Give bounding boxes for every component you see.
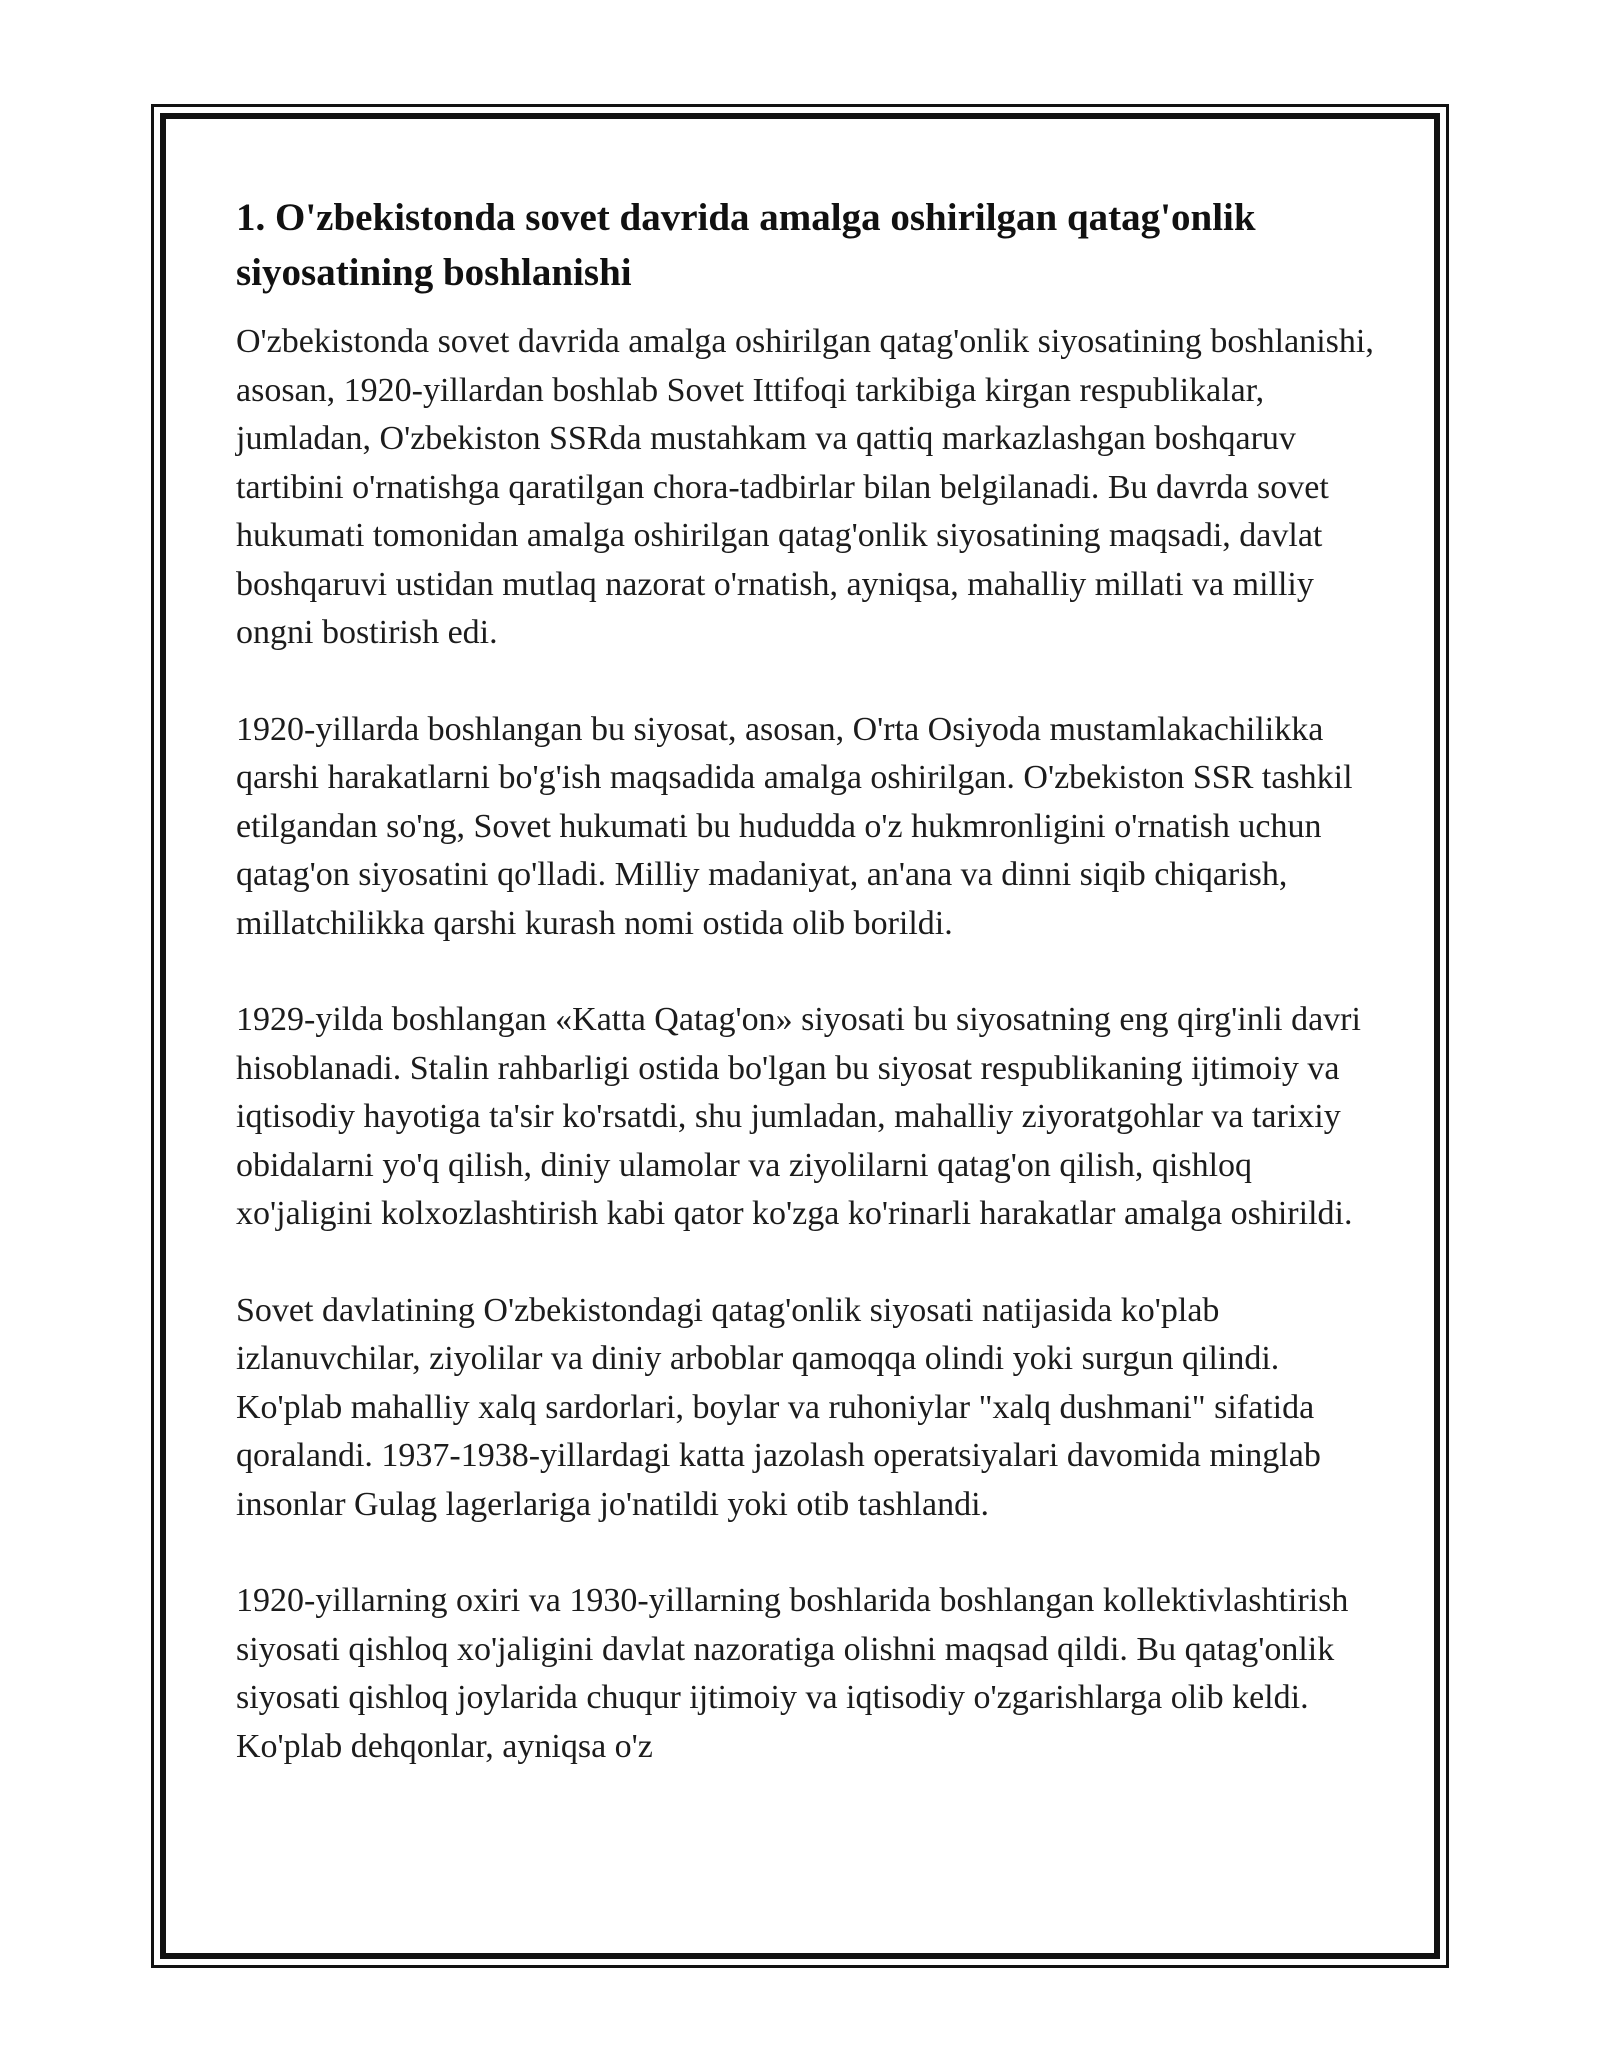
document-body bbox=[236, 190, 1376, 1819]
section-heading: 1. O'zbekistonda sovet davrida amalga oshirilgan qatag'onlik siyosatining boshlanishi bbox=[236, 196, 1256, 294]
paragraph-3: 1929-yilda boshlangan «Katta Qatag'on» siyosati bu siyosatning eng qirg'inli davri hisoblanadi. Stalin rahbarligi ostida bo'lgan bu siyosat respublikaning ijtimoiy va iqtisodiy hayotiga ta'sir ko'rsatdi, shu jumladan, mahalliy ziyoratgohlar va tarixiy obidalarni yo'q qilish, diniy ulamolar va ziyolilarni qatag'on qilish, qishloq xo'jaligini kolxozlashtirish kabi qator ko'zga ko'rinarli harakatlar amalga oshirildi. bbox=[236, 1001, 1361, 1232]
paragraph-1: O'zbekistonda sovet davrida amalga oshirilgan qatag'onlik siyosatining boshlanishi, asosan, 1920-yillardan boshlab Sovet Ittifoqi tarkibiga kirgan respublikalar, jumladan, O'zbekiston SSRda mustahkam va qattiq markazlashgan boshqaruv tartibini o'rnatishga qaratilgan chora-tadbirlar bilan belgilanadi. Bu davrda sovet hukumati tomonidan amalga oshirilgan qatag'onlik siyosatining maqsadi, davlat boshqaruvi ustidan mutlaq nazorat o'rnatish, ayniqsa, mahalliy millati va milliy ongni bostirish edi. bbox=[236, 323, 1374, 651]
paragraph-5: 1920-yillarning oxiri va 1930-yillarning boshlarida boshlangan kollektivlashtirish siyosati qishloq xo'jaligini davlat nazoratiga olishni maqsad qildi. Bu qatag'onlik siyosati qishloq joylarida chuqur ijtimoiy va iqtisodiy o'zgarishlarga olib keldi. Ko'plab dehqonlar, ayniqsa o'z bbox=[236, 1582, 1349, 1765]
paragraph-4: Sovet davlatining O'zbekistondagi qatag'onlik siyosati natijasida ko'plab izlanuvchilar, ziyolilar va diniy arboblar qamoqqa olindi yoki surgun qilindi. Ko'plab mahalliy xalq sardorlari, boylar va ruhoniylar "xalq dushmani" sifatida qoralandi. 1937-1938-yillardagi katta jazolash operatsiyalari davomida minglab insonlar Gulag lagerlariga jo'natildi yoki otib tashlandi. bbox=[236, 1291, 1321, 1523]
paragraph-2: 1920-yillarda boshlangan bu siyosat, asosan, O'rta Osiyoda mustamlakachilikka qarshi harakatlarni bo'g'ish maqsadida amalga oshirilgan. O'zbekiston SSR tashkil etilgandan so'ng, Sovet hukumati bu hududda o'z hukmronligini o'rnatish uchun qatag'on siyosatini qo'lladi. Milliy madaniyat, an'ana va dinni siqib chiqarish, millatchilikka qarshi kurash nomi ostida olib borildi. bbox=[236, 710, 1353, 942]
